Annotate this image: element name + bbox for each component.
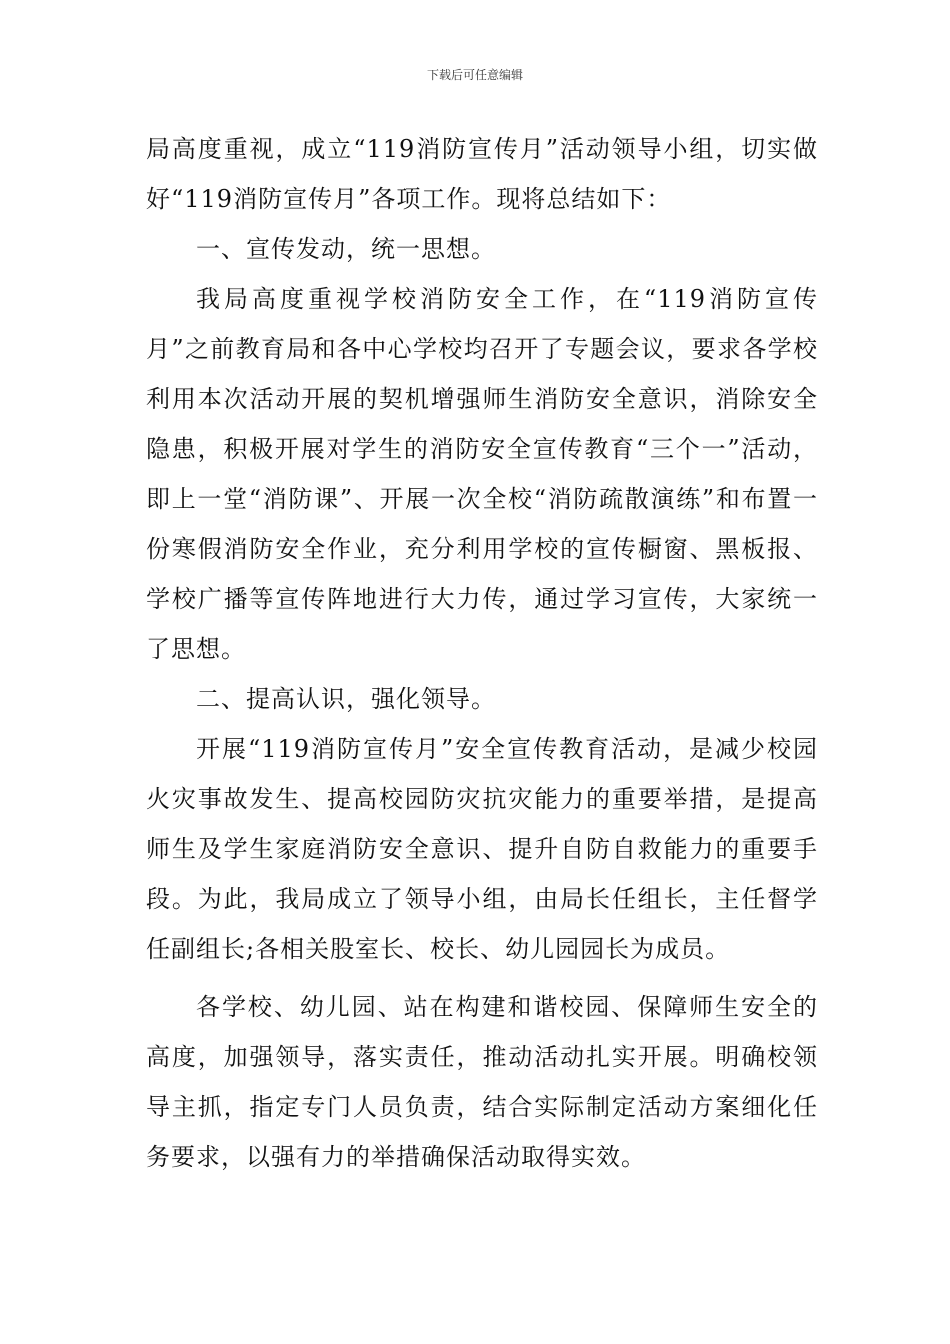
paragraph-section-1: 我局高度重视学校消防安全工作，在“119消防宣传月”之前教育局和各中心学校均召开了专题会议，要求各学校利用本次活动开展的契机增强师生消防安全意识，消除安全隐患，积极开展对学生的消防安全宣传教育“三个一”活动，即上一堂“消防课”、开展一次全校“消防疏散演练”和布置一份寒假消防安全作业，充分利用学校的宣传橱窗、黑板报、学校广播等宣传阵地进行大力传，通过学习宣传，大家统一了思想。 bbox=[146, 285, 818, 663]
section-heading-2: 二、提高认识，强化领导。 bbox=[196, 685, 496, 713]
paragraph-section-2: 开展“119消防宣传月”安全宣传教育活动，是减少校园火灾事故发生、提高校园防灾抗灾能力的重要举措，是提高师生及学生家庭消防安全意识、提升自防自救能力的重要手段。为此，我局成立了领导小组，由局长任组长，主任督学任副组长;各相关股室长、校长、幼儿园园长为成员。 bbox=[146, 735, 818, 963]
paragraph-intro: 局高度重视，成立“119消防宣传月”活动领导小组，切实做好“119消防宣传月”各项工作。现将总结如下： bbox=[146, 135, 818, 213]
paragraph-section-2b: 各学校、幼儿园、站在构建和谐校园、保障师生安全的高度，加强领导，落实责任，推动活动扎实开展。明确校领导主抓，指定专门人员负责，结合实际制定活动方案细化任务要求，以强有力的举措确保活动取得实效。 bbox=[146, 993, 818, 1171]
section-heading-1: 一、宣传发动，统一思想。 bbox=[196, 235, 496, 263]
document-body bbox=[146, 124, 818, 1182]
page-header: 下载后可任意编辑 bbox=[426, 68, 523, 82]
